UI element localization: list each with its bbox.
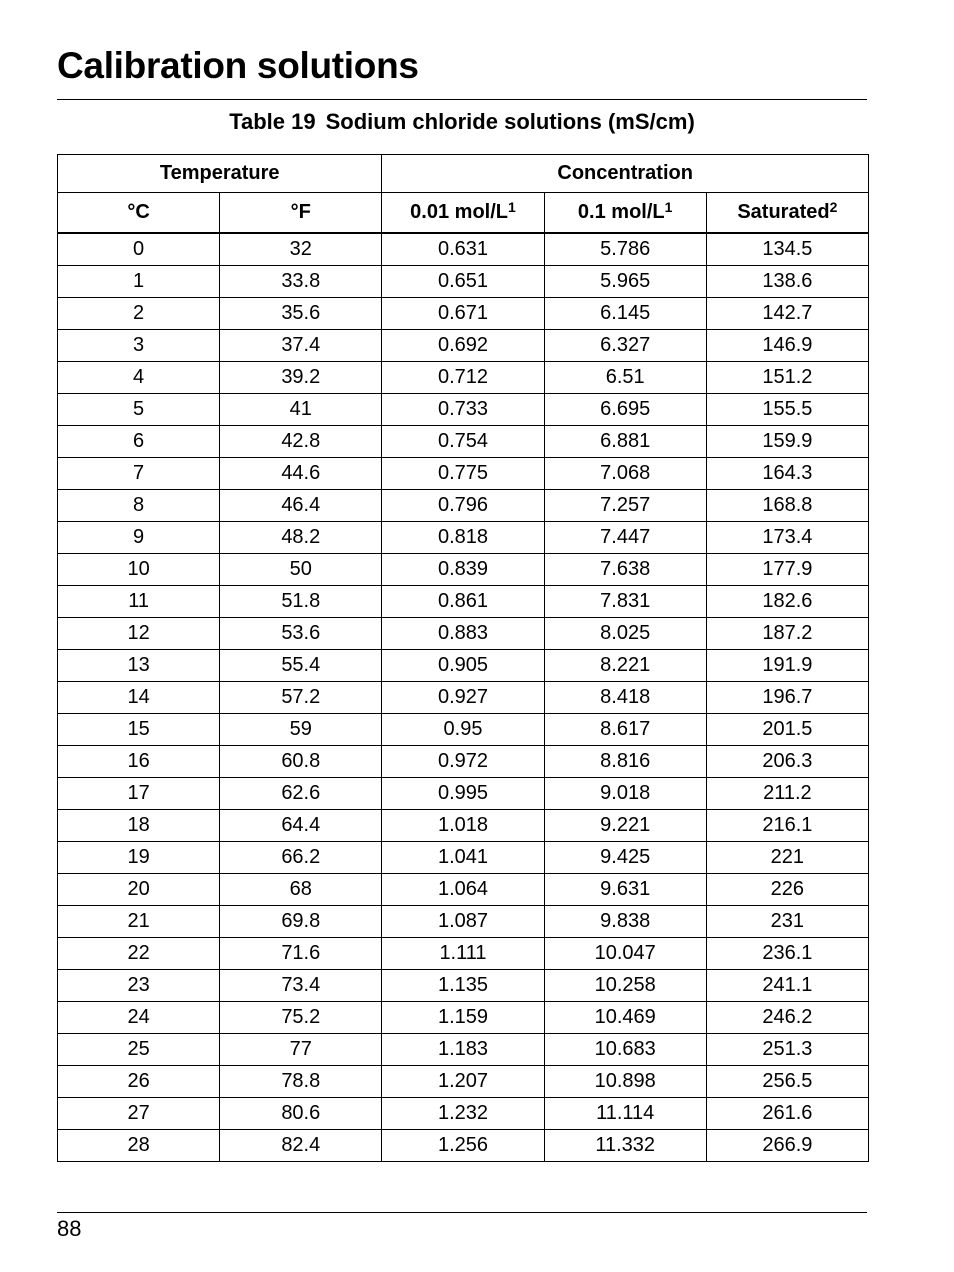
table-cell: 60.8	[220, 746, 382, 778]
table-row	[58, 842, 869, 874]
table-cell: 28	[58, 1130, 220, 1162]
table-row	[58, 1002, 869, 1034]
table-cell: 73.4	[220, 970, 382, 1002]
table-cell: 15	[58, 714, 220, 746]
table-cell: 25	[58, 1034, 220, 1066]
table-cell: 177.9	[706, 554, 868, 586]
table-cell: 261.6	[706, 1098, 868, 1130]
table-row	[58, 1130, 869, 1162]
table-cell: 155.5	[706, 394, 868, 426]
table-cell: 39.2	[220, 362, 382, 394]
table-cell: 24	[58, 1002, 220, 1034]
table-cell: 66.2	[220, 842, 382, 874]
table-cell: 8.025	[544, 618, 706, 650]
table-row	[58, 746, 869, 778]
table-cell: 6	[58, 426, 220, 458]
table-cell: 1.232	[382, 1098, 544, 1130]
table-cell: 236.1	[706, 938, 868, 970]
table-cell: 10.898	[544, 1066, 706, 1098]
table-cell: 191.9	[706, 650, 868, 682]
table-cell: 0.796	[382, 490, 544, 522]
column-header-label: 0.1 mol/L	[577, 201, 665, 223]
column-header-label: 0.01 mol/L	[410, 201, 508, 223]
table-cell: 80.6	[220, 1098, 382, 1130]
table-cell: 77	[220, 1034, 382, 1066]
table-cell: 1.135	[382, 970, 544, 1002]
table-row	[58, 714, 869, 746]
table-cell: 3	[58, 330, 220, 362]
table-cell: 0	[58, 233, 220, 266]
table-cell: 201.5	[706, 714, 868, 746]
table-cell: 164.3	[706, 458, 868, 490]
table-row	[58, 970, 869, 1002]
table-cell: 0.972	[382, 746, 544, 778]
table-cell: 231	[706, 906, 868, 938]
table-title: Sodium chloride solutions (mS/cm)	[325, 109, 695, 134]
table-cell: 55.4	[220, 650, 382, 682]
table-cell: 5.965	[544, 266, 706, 298]
table-cell: 6.695	[544, 394, 706, 426]
table-cell: 0.995	[382, 778, 544, 810]
table-cell: 10.683	[544, 1034, 706, 1066]
table-cell: 211.2	[706, 778, 868, 810]
column-header	[220, 193, 382, 234]
table-cell: 9.018	[544, 778, 706, 810]
table-cell: 187.2	[706, 618, 868, 650]
table-cell: 151.2	[706, 362, 868, 394]
table-cell: 26	[58, 1066, 220, 1098]
page-number: 88	[57, 1216, 82, 1241]
table-row	[58, 650, 869, 682]
table-cell: 0.733	[382, 394, 544, 426]
table-cell: 14	[58, 682, 220, 714]
column-header	[382, 193, 544, 234]
table-row	[58, 586, 869, 618]
table-row	[58, 298, 869, 330]
table-row	[58, 522, 869, 554]
table-cell: 68	[220, 874, 382, 906]
table-cell: 20	[58, 874, 220, 906]
table-label: Table 19	[229, 109, 316, 134]
table-row	[58, 458, 869, 490]
table-cell: 1.207	[382, 1066, 544, 1098]
table-cell: 0.671	[382, 298, 544, 330]
table-cell: 1.087	[382, 906, 544, 938]
table-cell: 266.9	[706, 1130, 868, 1162]
table-cell: 0.905	[382, 650, 544, 682]
table-cell: 51.8	[220, 586, 382, 618]
table-cell: 11	[58, 586, 220, 618]
table-cell: 10.258	[544, 970, 706, 1002]
table-cell: 168.8	[706, 490, 868, 522]
table-row	[58, 394, 869, 426]
table-cell: 159.9	[706, 426, 868, 458]
table-cell: 6.145	[544, 298, 706, 330]
table-row	[58, 233, 869, 266]
column-header-label: Saturated	[737, 201, 830, 223]
footer-divider	[57, 1212, 867, 1213]
table-cell: 10	[58, 554, 220, 586]
table-cell: 0.775	[382, 458, 544, 490]
table-cell: 1.159	[382, 1002, 544, 1034]
table-cell: 7.831	[544, 586, 706, 618]
table-cell: 0.927	[382, 682, 544, 714]
column-header-label: °F	[290, 201, 311, 223]
footnote-marker: 2	[829, 199, 838, 215]
table-cell: 6.327	[544, 330, 706, 362]
table-row	[58, 778, 869, 810]
table-cell: 9	[58, 522, 220, 554]
table-row	[58, 682, 869, 714]
concentration-group-header: Concentration	[382, 155, 869, 193]
table-cell: 23	[58, 970, 220, 1002]
table-cell: 134.5	[706, 233, 868, 266]
table-cell: 1	[58, 266, 220, 298]
table-cell: 7.257	[544, 490, 706, 522]
table-cell: 11.114	[544, 1098, 706, 1130]
table-cell: 142.7	[706, 298, 868, 330]
table-cell: 0.754	[382, 426, 544, 458]
table-cell: 146.9	[706, 330, 868, 362]
table-cell: 8.418	[544, 682, 706, 714]
table-cell: 53.6	[220, 618, 382, 650]
table-cell: 19	[58, 842, 220, 874]
table-cell: 8.221	[544, 650, 706, 682]
table-cell: 226	[706, 874, 868, 906]
table-cell: 21	[58, 906, 220, 938]
table-cell: 196.7	[706, 682, 868, 714]
table-row	[58, 330, 869, 362]
table-cell: 17	[58, 778, 220, 810]
footnote-marker: 1	[507, 199, 516, 215]
table-cell: 18	[58, 810, 220, 842]
table-cell: 216.1	[706, 810, 868, 842]
table-cell: 0.839	[382, 554, 544, 586]
table-row	[58, 874, 869, 906]
table-row	[58, 810, 869, 842]
table-cell: 1.256	[382, 1130, 544, 1162]
table-cell: 7.638	[544, 554, 706, 586]
table-row	[58, 906, 869, 938]
column-header	[544, 193, 706, 234]
table-cell: 44.6	[220, 458, 382, 490]
table-cell: 50	[220, 554, 382, 586]
sodium-chloride-table	[57, 154, 869, 1162]
table-cell: 256.5	[706, 1066, 868, 1098]
table-cell: 1.111	[382, 938, 544, 970]
table-cell: 1.018	[382, 810, 544, 842]
table-cell: 8.816	[544, 746, 706, 778]
table-cell: 7.068	[544, 458, 706, 490]
table-cell: 9.631	[544, 874, 706, 906]
table-cell: 22	[58, 938, 220, 970]
table-row	[58, 618, 869, 650]
temperature-group-header: Temperature	[58, 155, 382, 193]
table-row	[58, 1098, 869, 1130]
table-cell: 9.221	[544, 810, 706, 842]
table-cell: 82.4	[220, 1130, 382, 1162]
table-cell: 4	[58, 362, 220, 394]
table-cell: 59	[220, 714, 382, 746]
column-header-label: °C	[127, 201, 150, 223]
table-cell: 0.631	[382, 233, 544, 266]
table-cell: 6.881	[544, 426, 706, 458]
title-divider	[57, 99, 867, 100]
table-cell: 41	[220, 394, 382, 426]
table-cell: 78.8	[220, 1066, 382, 1098]
table-cell: 9.838	[544, 906, 706, 938]
table-cell: 0.712	[382, 362, 544, 394]
table-cell: 1.064	[382, 874, 544, 906]
table-cell: 48.2	[220, 522, 382, 554]
table-cell: 32	[220, 233, 382, 266]
table-cell: 10.047	[544, 938, 706, 970]
table-row	[58, 362, 869, 394]
table-cell: 7.447	[544, 522, 706, 554]
column-header	[58, 193, 220, 234]
table-cell: 138.6	[706, 266, 868, 298]
footnote-marker: 1	[664, 199, 673, 215]
table-cell: 1.041	[382, 842, 544, 874]
table-cell: 6.51	[544, 362, 706, 394]
table-cell: 0.818	[382, 522, 544, 554]
table-cell: 206.3	[706, 746, 868, 778]
table-cell: 173.4	[706, 522, 868, 554]
table-cell: 11.332	[544, 1130, 706, 1162]
table-cell: 0.95	[382, 714, 544, 746]
table-cell: 57.2	[220, 682, 382, 714]
table-cell: 37.4	[220, 330, 382, 362]
table-cell: 35.6	[220, 298, 382, 330]
table-row	[58, 266, 869, 298]
table-row	[58, 426, 869, 458]
table-cell: 42.8	[220, 426, 382, 458]
table-cell: 0.861	[382, 586, 544, 618]
table-cell: 16	[58, 746, 220, 778]
table-cell: 27	[58, 1098, 220, 1130]
table-cell: 75.2	[220, 1002, 382, 1034]
table-row	[58, 1034, 869, 1066]
table-cell: 0.651	[382, 266, 544, 298]
table-cell: 46.4	[220, 490, 382, 522]
table-cell: 246.2	[706, 1002, 868, 1034]
table-cell: 241.1	[706, 970, 868, 1002]
table-cell: 1.183	[382, 1034, 544, 1066]
table-cell: 0.883	[382, 618, 544, 650]
table-cell: 221	[706, 842, 868, 874]
table-cell: 12	[58, 618, 220, 650]
page-title: Calibration solutions	[57, 45, 419, 86]
table-cell: 13	[58, 650, 220, 682]
table-cell: 33.8	[220, 266, 382, 298]
table-cell: 7	[58, 458, 220, 490]
table-row	[58, 938, 869, 970]
table-caption	[57, 109, 867, 135]
table-row	[58, 1066, 869, 1098]
table-cell: 251.3	[706, 1034, 868, 1066]
table-cell: 8	[58, 490, 220, 522]
table-cell: 10.469	[544, 1002, 706, 1034]
column-header	[706, 193, 868, 234]
table-cell: 2	[58, 298, 220, 330]
table-cell: 71.6	[220, 938, 382, 970]
table-cell: 8.617	[544, 714, 706, 746]
table-cell: 69.8	[220, 906, 382, 938]
table-cell: 5.786	[544, 233, 706, 266]
table-row	[58, 490, 869, 522]
table-cell: 64.4	[220, 810, 382, 842]
table-cell: 5	[58, 394, 220, 426]
table-cell: 9.425	[544, 842, 706, 874]
table-cell: 0.692	[382, 330, 544, 362]
table-cell: 62.6	[220, 778, 382, 810]
table-row	[58, 554, 869, 586]
table-cell: 182.6	[706, 586, 868, 618]
